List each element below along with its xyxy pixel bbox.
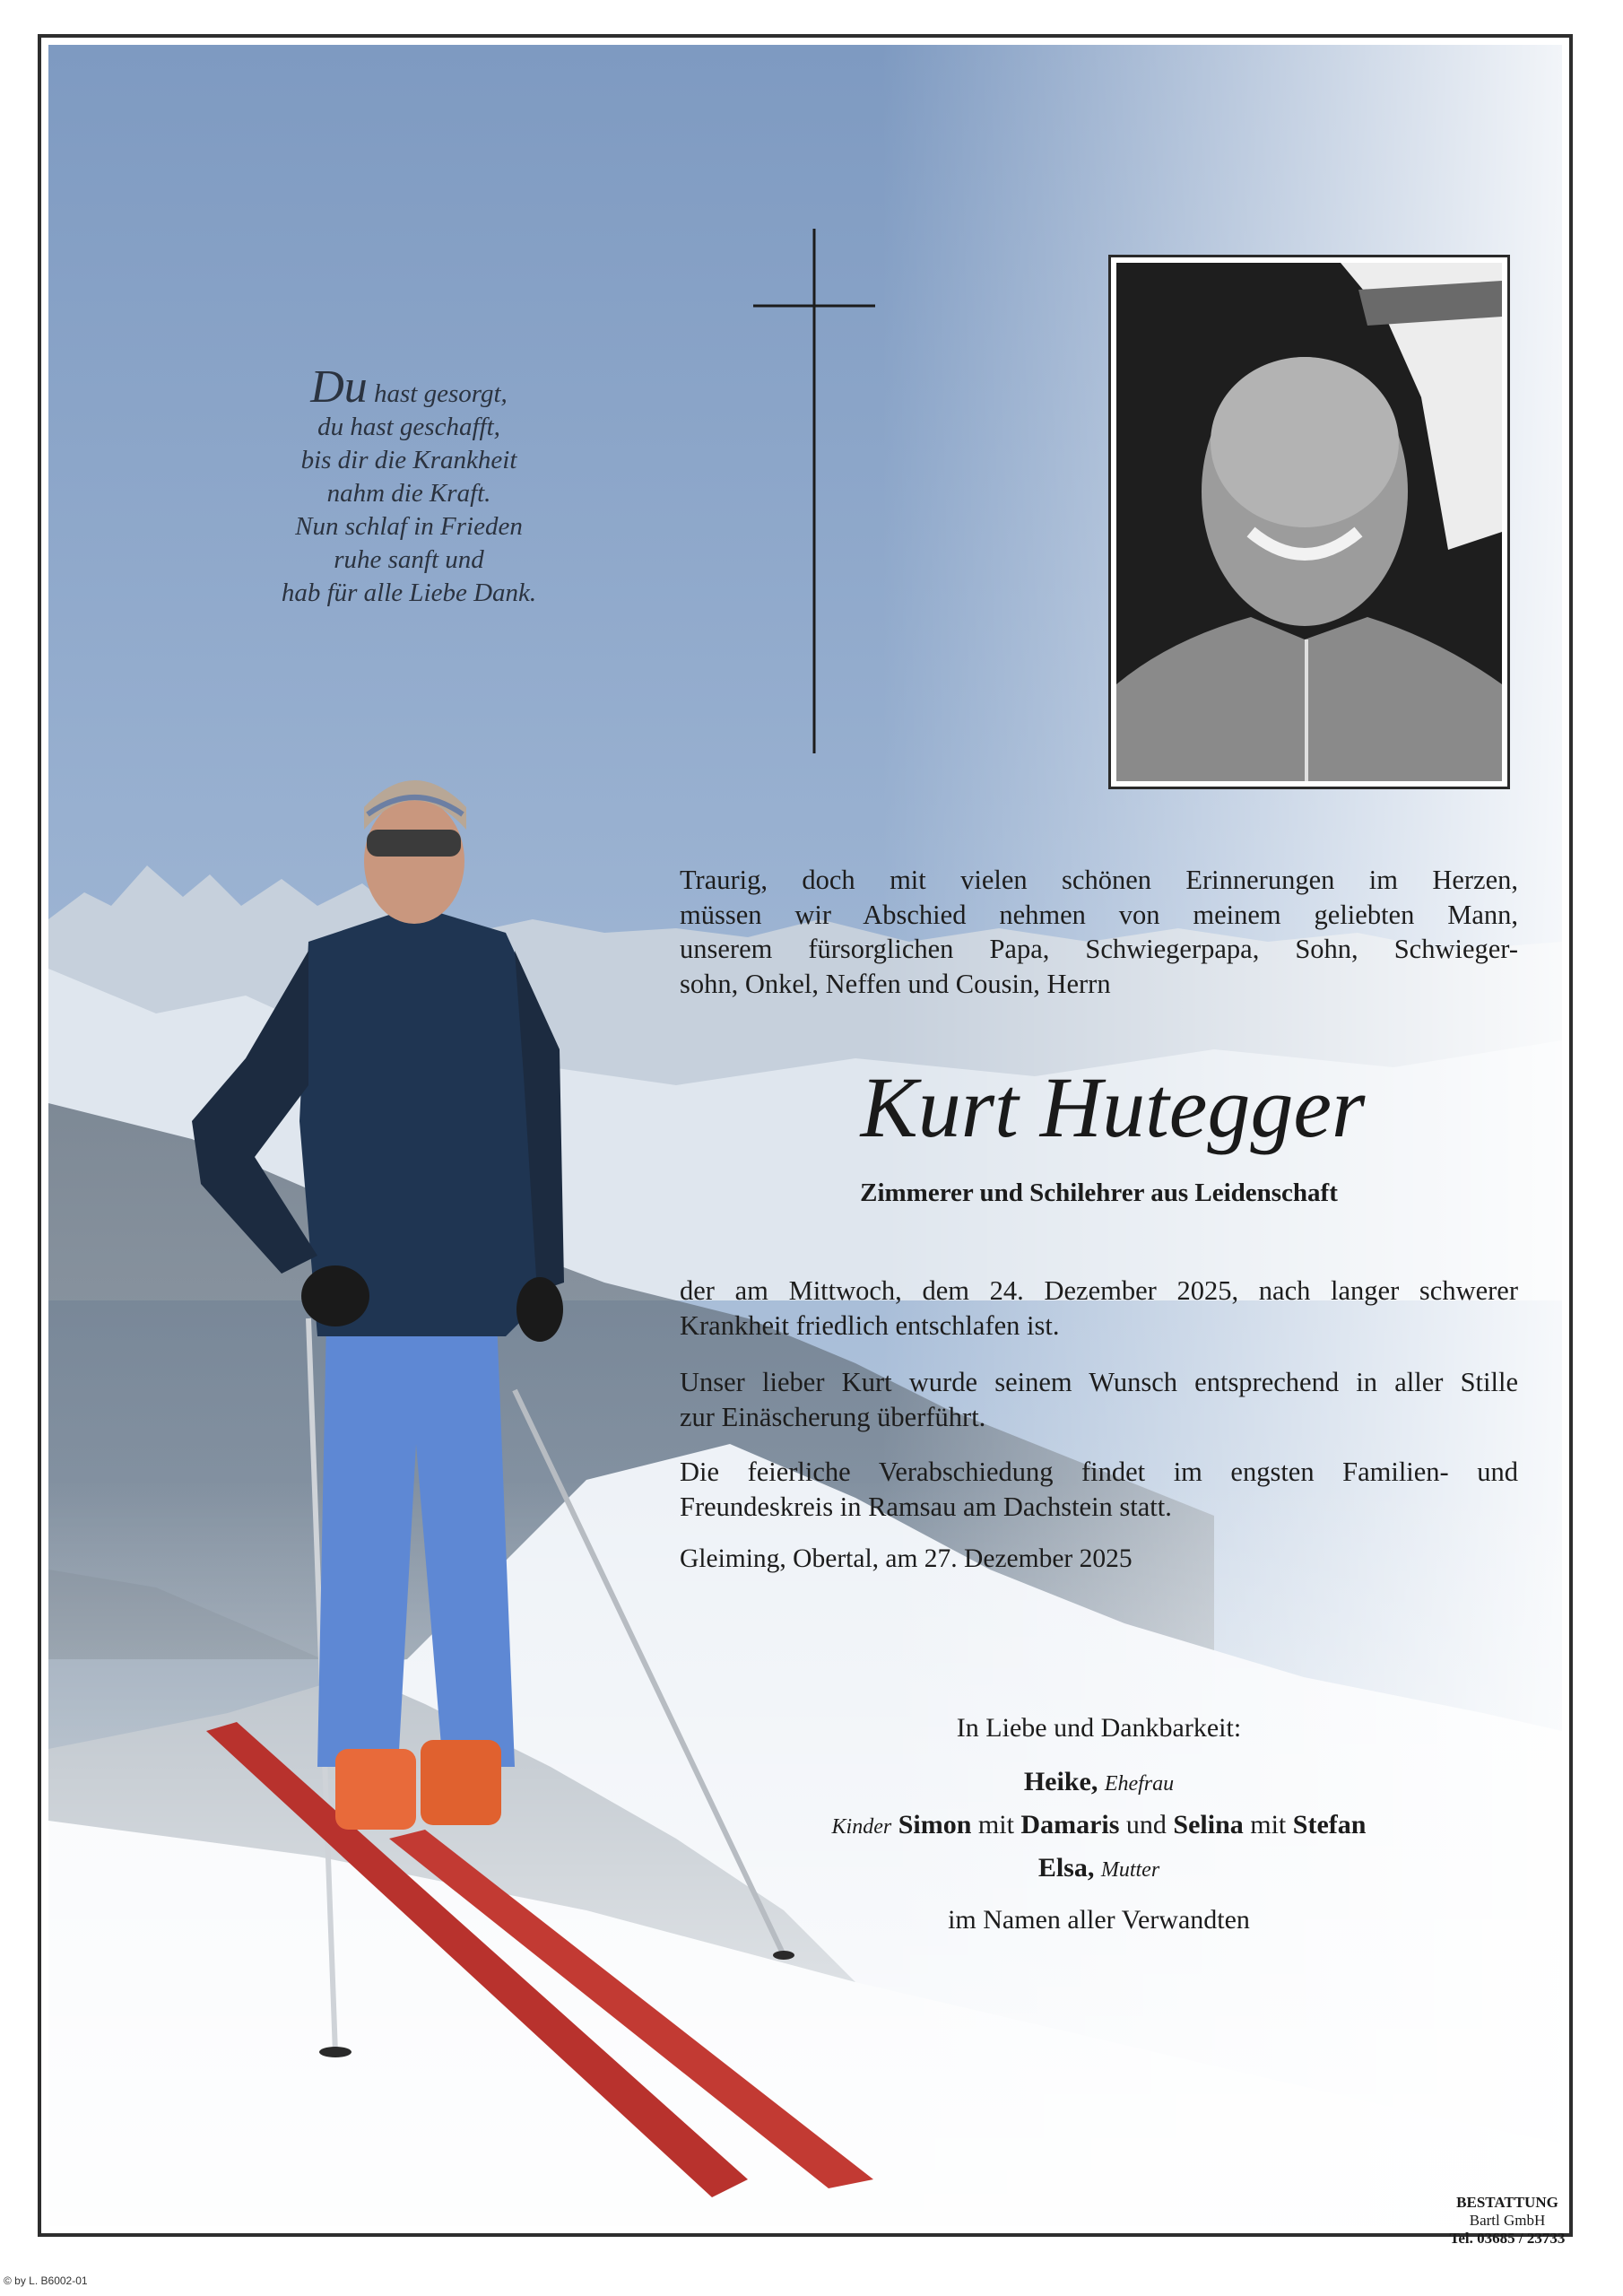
funeral-home <box>1427 2194 1588 2248</box>
place-date: Gleiming, Obertal, am 27. Dezember 2025 <box>680 1544 1133 1573</box>
verse-line-5: Nun schlaf in Frieden <box>295 512 523 541</box>
partner-name: Stefan <box>1292 1810 1367 1839</box>
deceased-profession: Zimmerer und Schilehrer aus Leidenschaft <box>860 1178 1338 1207</box>
signoff-closing: im Namen aller Verwandten <box>948 1905 1250 1935</box>
farewell-paragraph <box>680 1455 1518 1524</box>
cremation-paragraph <box>680 1365 1518 1434</box>
intro-line: Traurig, doch mit vielen schönen Erinnerungen im Herzen, <box>680 865 1518 895</box>
partner-name: Damaris <box>1020 1810 1120 1839</box>
intro-line: unserem fürsorglichen Papa, Schwiegerpapa, Sohn, Schwieger- <box>680 934 1518 964</box>
mother-name: Elsa, <box>1037 1853 1095 1883</box>
signoff-heading: In Liebe und Dankbarkeit: <box>956 1713 1242 1743</box>
mother-line <box>680 1853 1518 1883</box>
paragraph-line: Die feierliche Verabschiedung findet im engsten Familien- und <box>680 1457 1518 1487</box>
spouse-name: Heike, <box>1023 1767 1098 1796</box>
intro-line: sohn, Onkel, Neffen und Cousin, Herrn <box>680 968 1111 999</box>
mother-relation: Mutter <box>1100 1858 1160 1882</box>
connector: mit <box>977 1810 1014 1839</box>
funeral-home-title: BESTATTUNG <box>1456 2194 1558 2211</box>
copyright-note: © by L. B6002-01 <box>4 2274 88 2287</box>
card-frame <box>38 34 1573 2247</box>
paragraph-line: Freundeskreis in Ramsau am Dachstein statt. <box>680 1491 1172 1522</box>
child-name: Selina <box>1173 1810 1244 1839</box>
funeral-home-phone: Tel. 03685 / 23733 <box>1449 2230 1566 2247</box>
verse-line-4: nahm die Kraft. <box>326 479 491 508</box>
portrait-image <box>1116 263 1502 781</box>
children-label: Kinder <box>831 1815 892 1839</box>
children-line <box>680 1810 1518 1840</box>
connector: und <box>1125 1810 1167 1839</box>
deceased-name: Kurt Hutegger <box>860 1059 1366 1155</box>
child-name: Simon <box>898 1810 972 1839</box>
paragraph-line: zur Einäscherung überführt. <box>680 1401 986 1432</box>
connector: mit <box>1250 1810 1287 1839</box>
portrait-photo <box>1108 255 1510 789</box>
verse-dropcap: Du <box>310 361 368 413</box>
verse-line-6: ruhe sanft und <box>334 545 484 574</box>
intro-line: müssen wir Abschied nehmen von meinem geliebten Mann, <box>680 899 1518 930</box>
spouse-line <box>680 1767 1518 1797</box>
paragraph-line: Krankheit friedlich entschlafen ist. <box>680 1309 1060 1341</box>
verse-line-7: hab für alle Liebe Dank. <box>281 578 537 607</box>
death-paragraph <box>680 1274 1518 1343</box>
paragraph-line: der am Mittwoch, dem 24. Dezember 2025, nach langer schwerer <box>680 1275 1518 1306</box>
funeral-home-company: Bartl GmbH <box>1469 2212 1546 2229</box>
verse-line-3: bis dir die Krankheit <box>300 446 517 474</box>
verse-line-1: Du hast gesorgt, <box>310 361 508 413</box>
paragraph-line: Unser lieber Kurt wurde seinem Wunsch entsprechend in aller Stille <box>680 1367 1518 1397</box>
verse-line-2: du hast geschafft, <box>317 413 500 441</box>
intro-paragraph <box>680 863 1518 1001</box>
spouse-relation: Ehefrau <box>1104 1772 1175 1796</box>
verse-poem <box>252 361 566 610</box>
